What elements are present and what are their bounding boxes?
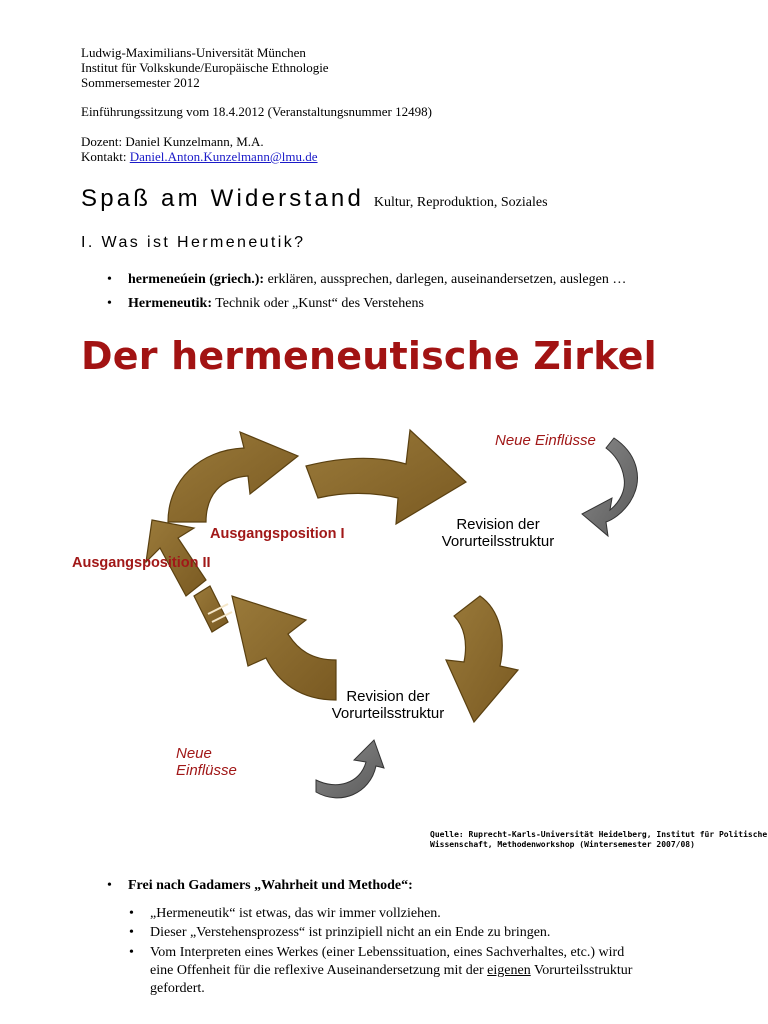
title-subtitle: Kultur, Reproduktion, Soziales: [373, 195, 548, 210]
bullet-dot-icon: •: [107, 296, 112, 311]
label-ausgangsposition-1: Ausgangsposition I: [210, 526, 345, 542]
bullet-dot-icon: •: [107, 878, 112, 893]
bullet-text: erklären, aussprechen, darlegen, auseinandersetzen, auslegen …: [264, 272, 627, 287]
gadamer-item-3-line3: gefordert.: [150, 981, 205, 996]
figure-source: [430, 830, 767, 850]
arrow-bottom: [232, 596, 336, 700]
bullet-hermeneutik: [107, 295, 424, 313]
gadamer-item-3: [129, 944, 633, 998]
gadamer-item-text: „Hermeneutik“ ist etwas, das wir immer vollziehen.: [150, 906, 441, 921]
header-session: Einführungssitzung vom 18.4.2012 (Veranstaltungsnummer 12498): [81, 104, 432, 119]
label-neue-einfluesse-top: Neue Einflüsse: [495, 432, 596, 449]
bullet-dot-icon: •: [129, 906, 134, 921]
gadamer-heading: [107, 877, 413, 895]
contact-email-link[interactable]: Daniel.Anton.Kunzelmann@lmu.de: [129, 149, 318, 164]
gadamer-item-2: [129, 924, 551, 942]
bullet-term: hermeneúein (griech.):: [128, 272, 265, 287]
header-semester: Sommersemester 2012: [81, 75, 200, 90]
gadamer-item-3-line2: [150, 962, 632, 980]
gadamer-item-3-pre: eine Offenheit für die reflexive Auseinandersetzung mit der: [150, 963, 488, 978]
bullet-dot-icon: •: [129, 945, 134, 960]
label-ausgangsposition-2: Ausgangsposition II: [72, 555, 211, 571]
label-revision-bottom-line1: Revision der: [346, 688, 430, 705]
bullet-text: Technik oder „Kunst“ des Verstehens: [211, 296, 424, 311]
figure-source-line2: Wissenschaft, Methodenworkshop (Wintersemester 2007/08): [430, 840, 695, 849]
contact-label: Kontakt:: [81, 149, 130, 164]
arrow-gray-bottom: [316, 740, 384, 798]
label-revision-top-line2: Vorurteilsstruktur: [441, 533, 555, 550]
figure-source-line1: Quelle: Ruprecht-Karls-Universität Heidelberg, Institut für Politische: [430, 830, 768, 839]
label-revision-top-line1: Revision der: [456, 516, 540, 533]
label-revision-bottom: [318, 688, 458, 722]
section-heading: I. Was ist Hermeneutik?: [81, 234, 306, 251]
gadamer-heading-text: Frei nach Gadamers „Wahrheit und Methode“:: [128, 878, 413, 893]
gadamer-item-text: Dieser „Verstehensprozess“ ist prinzipiell nicht an ein Ende zu bringen.: [150, 925, 551, 940]
bullet-dot-icon: •: [107, 272, 112, 287]
header-contact: [81, 149, 318, 164]
header-university: Ludwig-Maximilians-Universität München: [81, 45, 306, 60]
title-main: Spaß am Widerstand: [81, 185, 365, 212]
bullet-dot-icon: •: [129, 925, 134, 940]
document-title: [81, 185, 548, 213]
label-neue-bottom-line2: Einflüsse: [176, 762, 237, 779]
label-revision-top: [428, 516, 568, 550]
arrow-upper-left: [168, 432, 298, 522]
header-institute: Institut für Volkskunde/Europäische Ethnologie: [81, 60, 329, 75]
label-neue-bottom-line1: Neue: [176, 745, 212, 762]
gadamer-item-3-post: Vorurteilsstruktur: [530, 963, 633, 978]
gadamer-item-3-emphasis: eigenen: [487, 963, 531, 978]
bullet-hermeneuein: [107, 271, 627, 289]
header-lecturer: Dozent: Daniel Kunzelmann, M.A.: [81, 134, 264, 149]
gadamer-item-3-line1: Vom Interpreten eines Werkes (einer Lebenssituation, eines Sachverhaltes, etc.) wird: [150, 945, 625, 960]
arrow-left-broken-tail: [194, 586, 228, 632]
arrow-gray-top: [582, 438, 637, 536]
label-revision-bottom-line2: Vorurteilsstruktur: [331, 705, 445, 722]
gadamer-item-1: [129, 905, 441, 923]
label-neue-einfluesse-bottom: [176, 745, 237, 779]
arrow-upper-middle: [306, 430, 466, 524]
bullet-term: Hermeneutik:: [128, 296, 212, 311]
figure-title: Der hermeneutische Zirkel: [81, 334, 657, 378]
hermeneutic-circle-diagram: [60, 410, 750, 830]
